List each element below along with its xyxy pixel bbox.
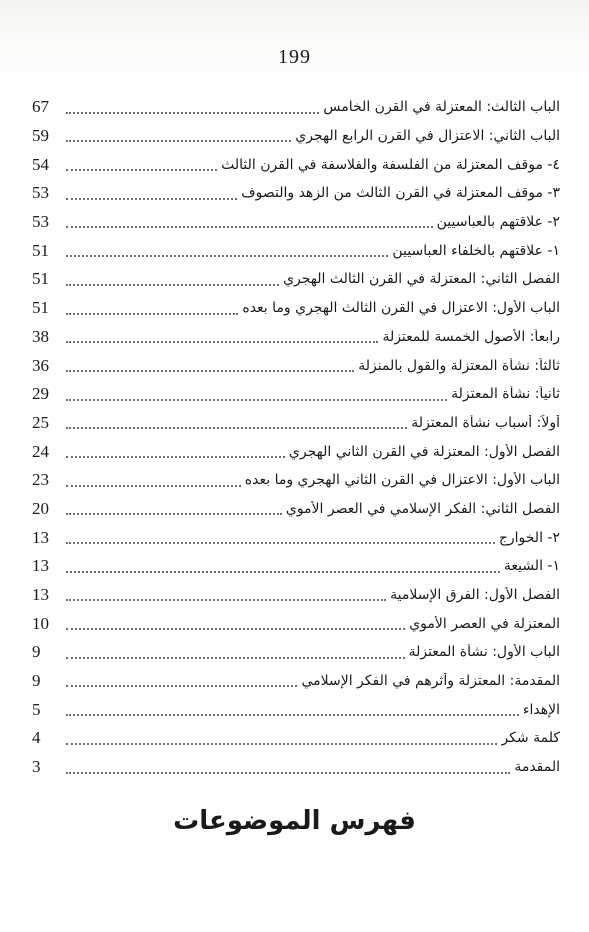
toc-dot-leader xyxy=(66,627,405,630)
toc-entry xyxy=(32,208,560,237)
toc-entry xyxy=(32,265,560,294)
toc-page-number: 53 xyxy=(32,212,49,232)
toc-entry-title: الفصل الأول: الفرق الإسلامية xyxy=(390,587,560,604)
toc-entry xyxy=(32,236,560,265)
toc-page-number: 13 xyxy=(32,585,49,605)
toc-entry-title: الباب الأول: الاعتزال في القرن الثاني الهجري وما بعده xyxy=(244,472,560,489)
toc-entry-title: الفصل الأول: المعتزلة في القرن الثاني الهجري xyxy=(288,443,560,460)
toc-entry xyxy=(32,380,560,409)
toc-entry-title: أولاً: أسباب نشأة المعتزلة xyxy=(411,414,560,431)
toc-page-number: 67 xyxy=(32,97,49,117)
toc-dot-leader xyxy=(66,426,407,429)
toc-dot-leader xyxy=(66,254,388,257)
toc-page-number: 59 xyxy=(32,126,49,146)
toc-page-number: 51 xyxy=(32,298,49,318)
toc-dot-leader xyxy=(66,570,500,573)
toc-page-number: 20 xyxy=(32,498,49,518)
toc-dot-leader xyxy=(66,139,291,142)
toc-dot-leader xyxy=(66,484,241,487)
toc-entry-title: الباب الأول: الاعتزال في القرن الثالث الهجري وما بعده xyxy=(242,300,560,317)
toc-entry xyxy=(32,667,560,696)
toc-entry xyxy=(32,695,560,724)
toc-page-number: 25 xyxy=(32,412,49,432)
toc-dot-leader xyxy=(66,312,238,315)
toc-dot-leader xyxy=(66,340,378,343)
toc-entry xyxy=(32,552,560,581)
toc-dot-leader xyxy=(66,111,319,114)
toc-entry-title: ثالثاً: نشأة المعتزلة والقول بالمنزلة xyxy=(358,357,560,374)
toc-dot-leader xyxy=(66,168,217,171)
toc-dot-leader xyxy=(66,369,354,372)
toc-page-number: 23 xyxy=(32,470,49,490)
table-of-contents xyxy=(32,93,560,782)
toc-page-number: 36 xyxy=(32,355,49,375)
toc-entry xyxy=(32,495,560,524)
toc-entry-title: ٢- الخوارج xyxy=(498,529,560,546)
toc-entry-title: رابعاً: الأصول الخمسة للمعتزلة xyxy=(382,328,560,345)
toc-entry xyxy=(32,609,560,638)
page-heading: فهرس الموضوعات xyxy=(173,806,416,836)
page-number: 199 xyxy=(278,46,311,68)
toc-entry xyxy=(32,150,560,179)
toc-page-number: 5 xyxy=(32,699,41,719)
toc-entry xyxy=(32,93,560,122)
toc-entry xyxy=(32,581,560,610)
toc-entry-title: الإهداء xyxy=(522,701,560,718)
toc-dot-leader xyxy=(66,742,497,745)
toc-entry-title: كلمة شكر xyxy=(501,730,560,747)
toc-page-number: 3 xyxy=(32,757,41,777)
toc-dot-leader xyxy=(66,398,447,401)
toc-entry xyxy=(32,437,560,466)
toc-dot-leader xyxy=(66,455,285,458)
toc-page-number: 51 xyxy=(32,240,49,260)
toc-entry-title: ١- الشيعة xyxy=(503,558,560,575)
toc-entry xyxy=(32,753,560,782)
toc-page-number: 29 xyxy=(32,384,49,404)
toc-page-number: 38 xyxy=(32,326,49,346)
toc-dot-leader xyxy=(66,771,510,774)
toc-entry xyxy=(32,724,560,753)
toc-dot-leader xyxy=(66,684,297,687)
toc-entry-title: ٤- موقف المعتزلة من الفلسفة والفلاسفة في القرن الثالث xyxy=(221,156,560,173)
toc-entry xyxy=(32,638,560,667)
toc-entry-title: الباب الأول: نشأة المعتزلة xyxy=(408,644,560,661)
toc-entry-title: المقدمة xyxy=(514,759,560,776)
toc-dot-leader xyxy=(66,197,237,200)
toc-entry-title: ١- علاقتهم بالخلفاء العباسيين xyxy=(392,242,560,259)
toc-page-number: 9 xyxy=(32,642,41,662)
toc-entry-title: الفصل الثاني: الفكر الإسلامي في العصر الأموي xyxy=(285,500,560,517)
toc-entry-title: الباب الثالث: المعتزلة في القرن الخامس xyxy=(323,99,560,116)
toc-entry xyxy=(32,179,560,208)
toc-entry-title: ٢- علاقتهم بالعباسيين xyxy=(436,214,560,231)
toc-entry xyxy=(32,294,560,323)
toc-page-number: 53 xyxy=(32,183,49,203)
toc-dot-leader xyxy=(66,656,405,659)
toc-entry-title: الباب الثاني: الاعتزال في القرن الرابع الهجري xyxy=(295,128,560,145)
toc-page-number: 54 xyxy=(32,154,49,174)
toc-entry-title: المعتزلة في العصر الأموي xyxy=(409,615,560,632)
toc-entry-title: المقدمة: المعتزلة وأثرهم في الفكر الإسلامي xyxy=(301,673,560,690)
toc-dot-leader xyxy=(66,512,282,515)
toc-entry-title: ٣- موقف المعتزلة في القرن الثالث من الزهد والتصوف xyxy=(241,185,560,202)
toc-entry-title: ثانياً: نشأة المعتزلة xyxy=(451,386,560,403)
toc-entry xyxy=(32,323,560,352)
toc-page-number: 13 xyxy=(32,556,49,576)
toc-dot-leader xyxy=(66,283,279,286)
toc-page-number: 51 xyxy=(32,269,49,289)
toc-entry xyxy=(32,409,560,438)
toc-page-number: 10 xyxy=(32,613,49,633)
toc-dot-leader xyxy=(66,713,519,716)
toc-entry xyxy=(32,466,560,495)
toc-page-number: 24 xyxy=(32,441,49,461)
toc-entry xyxy=(32,122,560,151)
toc-entry xyxy=(32,351,560,380)
toc-dot-leader xyxy=(66,541,495,544)
toc-page-number: 4 xyxy=(32,728,41,748)
toc-page-number: 13 xyxy=(32,527,49,547)
toc-dot-leader xyxy=(66,598,386,601)
toc-entry-title: الفصل الثاني: المعتزلة في القرن الثالث الهجري xyxy=(283,271,560,288)
toc-page-number: 9 xyxy=(32,671,41,691)
toc-entry xyxy=(32,523,560,552)
toc-dot-leader xyxy=(66,225,433,228)
